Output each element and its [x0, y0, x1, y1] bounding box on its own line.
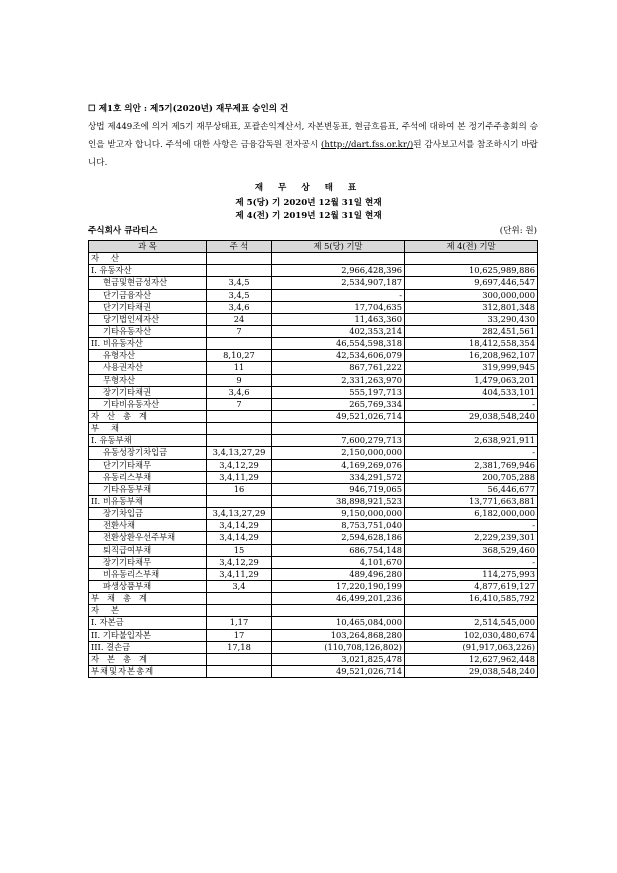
table-row [89, 568, 538, 580]
account-cell: 단기기타채무 [89, 459, 207, 471]
current-amount-cell: 9,150,000,000 [272, 508, 405, 520]
current-amount-cell: 49,521,026,714 [272, 410, 405, 422]
prior-amount-cell: 4,877,619,127 [405, 580, 538, 592]
note-cell [207, 423, 272, 435]
prior-amount-cell: 9,697,446,547 [405, 277, 538, 289]
table-row [89, 629, 538, 641]
note-cell: 3,4,6 [207, 301, 272, 313]
current-amount-cell: 946,719,065 [272, 483, 405, 495]
current-amount-cell: 49,521,026,714 [272, 665, 405, 677]
dart-link[interactable]: (http://dart.fss.or.kr/) [320, 140, 414, 150]
prior-amount-cell: 10,625,989,886 [405, 265, 538, 277]
note-cell: 11 [207, 362, 272, 374]
prior-amount-cell: 29,038,548,240 [405, 665, 538, 677]
account-cell: 비유동리스부채 [89, 568, 207, 580]
current-amount-cell: 46,499,201,236 [272, 593, 405, 605]
current-amount-cell: 42,534,606,079 [272, 350, 405, 362]
table-row [89, 277, 538, 289]
prior-amount-cell [405, 605, 538, 617]
note-cell: 3,4,5 [207, 289, 272, 301]
current-amount-cell: 2,150,000,000 [272, 447, 405, 459]
note-cell: 3,4,5 [207, 277, 272, 289]
account-cell: 기타유동부채 [89, 483, 207, 495]
table-row [89, 325, 538, 337]
header-current: 제 5(당) 기말 [272, 241, 405, 253]
current-amount-cell: 334,291,572 [272, 471, 405, 483]
note-cell: 8,10,27 [207, 350, 272, 362]
table-row [89, 556, 538, 568]
account-cell: I. 유동자산 [89, 265, 207, 277]
period-current: 제 5(당) 기 2020년 12월 31일 현재 [235, 198, 382, 208]
note-cell [207, 653, 272, 665]
prior-amount-cell: 102,030,480,674 [405, 629, 538, 641]
account-cell: 자산 [89, 253, 207, 265]
prior-amount-cell: 2,514,545,000 [405, 617, 538, 629]
account-cell: 단기금융자산 [89, 289, 207, 301]
prior-amount-cell [405, 253, 538, 265]
company-name: 주식회사 큐라티스 [88, 226, 158, 236]
current-amount-cell: - [272, 289, 405, 301]
prior-amount-cell: 368,529,460 [405, 544, 538, 556]
table-body [89, 253, 538, 678]
table-row [89, 544, 538, 556]
current-amount-cell: 17,220,190,199 [272, 580, 405, 592]
current-amount-cell: 402,353,214 [272, 325, 405, 337]
table-row [89, 508, 538, 520]
current-amount-cell: 103,264,868,280 [272, 629, 405, 641]
table-row [89, 301, 538, 313]
note-cell: 3,4,11,29 [207, 471, 272, 483]
header-account: 과 목 [89, 241, 207, 253]
header-note: 주 석 [207, 241, 272, 253]
prior-amount-cell: 200,705,288 [405, 471, 538, 483]
prior-amount-cell [405, 423, 538, 435]
prior-amount-cell: 319,999,945 [405, 362, 538, 374]
current-amount-cell: 2,534,907,187 [272, 277, 405, 289]
prior-amount-cell: 56,446,677 [405, 483, 538, 495]
table-row [89, 665, 538, 677]
current-amount-cell: 46,554,598,318 [272, 338, 405, 350]
note-cell: 3,4,14,29 [207, 520, 272, 532]
prior-amount-cell: 16,208,962,107 [405, 350, 538, 362]
current-amount-cell: 265,769,334 [272, 398, 405, 410]
note-cell: 3,4,12,29 [207, 556, 272, 568]
note-cell: 17,18 [207, 641, 272, 653]
table-row [89, 471, 538, 483]
table-row [89, 338, 538, 350]
note-cell [207, 665, 272, 677]
prior-amount-cell: 404,533,101 [405, 386, 538, 398]
account-cell: 전환상환우선주부채 [89, 532, 207, 544]
current-amount-cell: 2,331,263,970 [272, 374, 405, 386]
prior-amount-cell: 13,771,663,881 [405, 495, 538, 507]
table-row [89, 653, 538, 665]
table-row [89, 593, 538, 605]
note-cell: 9 [207, 374, 272, 386]
table-row [89, 532, 538, 544]
header-prior: 제 4(전) 기말 [405, 241, 538, 253]
current-amount-cell: 38,898,921,523 [272, 495, 405, 507]
table-row [89, 617, 538, 629]
prior-amount-cell: 12,627,962,448 [405, 653, 538, 665]
current-amount-cell: 2,594,628,186 [272, 532, 405, 544]
note-cell: 16 [207, 483, 272, 495]
prior-amount-cell: - [405, 398, 538, 410]
current-amount-cell [272, 253, 405, 265]
prior-amount-cell: 2,638,921,911 [405, 435, 538, 447]
table-row [89, 362, 538, 374]
current-amount-cell: 10,465,084,000 [272, 617, 405, 629]
prior-amount-cell: - [405, 520, 538, 532]
account-cell: 자산총계 [89, 410, 207, 422]
note-cell: 7 [207, 398, 272, 410]
current-amount-cell: (110,708,126,802) [272, 641, 405, 653]
table-row [89, 459, 538, 471]
prior-amount-cell: 282,451,561 [405, 325, 538, 337]
prior-amount-cell: (91,917,063,226) [405, 641, 538, 653]
note-cell [207, 338, 272, 350]
table-row [89, 435, 538, 447]
note-cell [207, 435, 272, 447]
note-cell [207, 605, 272, 617]
table-row [89, 605, 538, 617]
current-amount-cell [272, 605, 405, 617]
account-cell: I. 유동부채 [89, 435, 207, 447]
prior-amount-cell: 300,000,000 [405, 289, 538, 301]
note-cell: 3,4 [207, 580, 272, 592]
account-cell: 현금및현금성자산 [89, 277, 207, 289]
current-amount-cell: 4,169,269,076 [272, 459, 405, 471]
note-cell: 3,4,6 [207, 386, 272, 398]
account-cell: 당기법인세자산 [89, 313, 207, 325]
account-cell: 유동성장기차입금 [89, 447, 207, 459]
note-cell: 15 [207, 544, 272, 556]
table-row [89, 374, 538, 386]
account-cell: II. 비유동자산 [89, 338, 207, 350]
account-cell: III. 결손금 [89, 641, 207, 653]
table-row [89, 350, 538, 362]
agenda-body-text-end: 된 감사보고서를 참조하시기 바랍니다. [88, 140, 538, 168]
note-cell: 3,4,13,27,29 [207, 508, 272, 520]
account-cell: 사용권자산 [89, 362, 207, 374]
prior-amount-cell: 2,229,239,301 [405, 532, 538, 544]
note-cell: 3,4,13,27,29 [207, 447, 272, 459]
account-cell: 무형자산 [89, 374, 207, 386]
table-row [89, 289, 538, 301]
current-amount-cell: 489,496,280 [272, 568, 405, 580]
table-row [89, 520, 538, 532]
note-cell [207, 410, 272, 422]
agenda-heading: ☐ 제1호 의안 : 제5기(2020년) 재무제표 승인의 건 [88, 104, 289, 114]
prior-amount-cell: 6,182,000,000 [405, 508, 538, 520]
agenda-intro [88, 100, 538, 172]
account-cell: II. 기타불입자본 [89, 629, 207, 641]
statement-title: 재 무 상 태 표 [254, 183, 363, 193]
currency-unit: (단위: 원) [499, 226, 537, 236]
prior-amount-cell: 33,290,430 [405, 313, 538, 325]
account-cell: 부채 [89, 423, 207, 435]
account-cell: 장기차입금 [89, 508, 207, 520]
note-cell: 1,17 [207, 617, 272, 629]
note-cell: 3,4,14,29 [207, 532, 272, 544]
current-amount-cell: 8,753,751,040 [272, 520, 405, 532]
account-cell: 자본 [89, 605, 207, 617]
table-row [89, 313, 538, 325]
account-cell: 자본총계 [89, 653, 207, 665]
prior-amount-cell: - [405, 556, 538, 568]
statement-title-block [0, 182, 617, 223]
account-cell: 장기기타채권 [89, 386, 207, 398]
note-cell [207, 265, 272, 277]
prior-amount-cell: 2,381,769,946 [405, 459, 538, 471]
account-cell: 장기기타채무 [89, 556, 207, 568]
agenda-body-text: 상법 제449조에 의거 제5기 재무상태표, 포괄손익계산서, 자본변동표, 현금흐름표, 주석에 대하여 본 정기주주총회의 승인을 받고자 합니다. 주석에 대한 사항은 금융감독원 전자공시 [88, 122, 538, 150]
account-cell: 부채및자본총계 [89, 665, 207, 677]
prior-amount-cell: 16,410,585,792 [405, 593, 538, 605]
current-amount-cell: 686,754,148 [272, 544, 405, 556]
table-row [89, 423, 538, 435]
current-amount-cell: 867,761,222 [272, 362, 405, 374]
current-amount-cell [272, 423, 405, 435]
prior-amount-cell: 18,412,558,354 [405, 338, 538, 350]
table-row [89, 410, 538, 422]
prior-amount-cell: 312,801,348 [405, 301, 538, 313]
prior-amount-cell: 114,275,993 [405, 568, 538, 580]
period-prior: 제 4(전) 기 2019년 12월 31일 현재 [235, 211, 382, 221]
account-cell: II. 비유동부채 [89, 495, 207, 507]
balance-sheet-table [88, 240, 538, 678]
prior-amount-cell: 29,038,548,240 [405, 410, 538, 422]
current-amount-cell: 11,463,360 [272, 313, 405, 325]
current-amount-cell: 555,197,713 [272, 386, 405, 398]
note-cell: 7 [207, 325, 272, 337]
account-cell: 유형자산 [89, 350, 207, 362]
table-row [89, 398, 538, 410]
table-row [89, 447, 538, 459]
table-row [89, 265, 538, 277]
account-cell: 부채총계 [89, 593, 207, 605]
statement-meta [88, 224, 537, 236]
account-cell: I. 자본금 [89, 617, 207, 629]
table-row [89, 253, 538, 265]
prior-amount-cell: 1,479,063,201 [405, 374, 538, 386]
statement-periods [235, 197, 381, 223]
account-cell: 단기기타채권 [89, 301, 207, 313]
account-cell: 기타비유동자산 [89, 398, 207, 410]
account-cell: 전환사채 [89, 520, 207, 532]
note-cell: 3,4,11,29 [207, 568, 272, 580]
current-amount-cell: 17,704,635 [272, 301, 405, 313]
current-amount-cell: 4,101,670 [272, 556, 405, 568]
table-row [89, 580, 538, 592]
table-row [89, 483, 538, 495]
note-cell: 3,4,12,29 [207, 459, 272, 471]
table-row [89, 386, 538, 398]
table-row [89, 641, 538, 653]
current-amount-cell: 3,021,825,478 [272, 653, 405, 665]
table-header-row [89, 241, 538, 253]
account-cell: 퇴직급여부채 [89, 544, 207, 556]
current-amount-cell: 2,966,428,396 [272, 265, 405, 277]
account-cell: 파생상품부채 [89, 580, 207, 592]
note-cell [207, 593, 272, 605]
note-cell: 17 [207, 629, 272, 641]
prior-amount-cell: - [405, 447, 538, 459]
note-cell [207, 253, 272, 265]
note-cell: 24 [207, 313, 272, 325]
agenda-body [88, 118, 538, 172]
account-cell: 유동리스부채 [89, 471, 207, 483]
account-cell: 기타유동자산 [89, 325, 207, 337]
current-amount-cell: 7,600,279,713 [272, 435, 405, 447]
note-cell [207, 495, 272, 507]
table-row [89, 495, 538, 507]
